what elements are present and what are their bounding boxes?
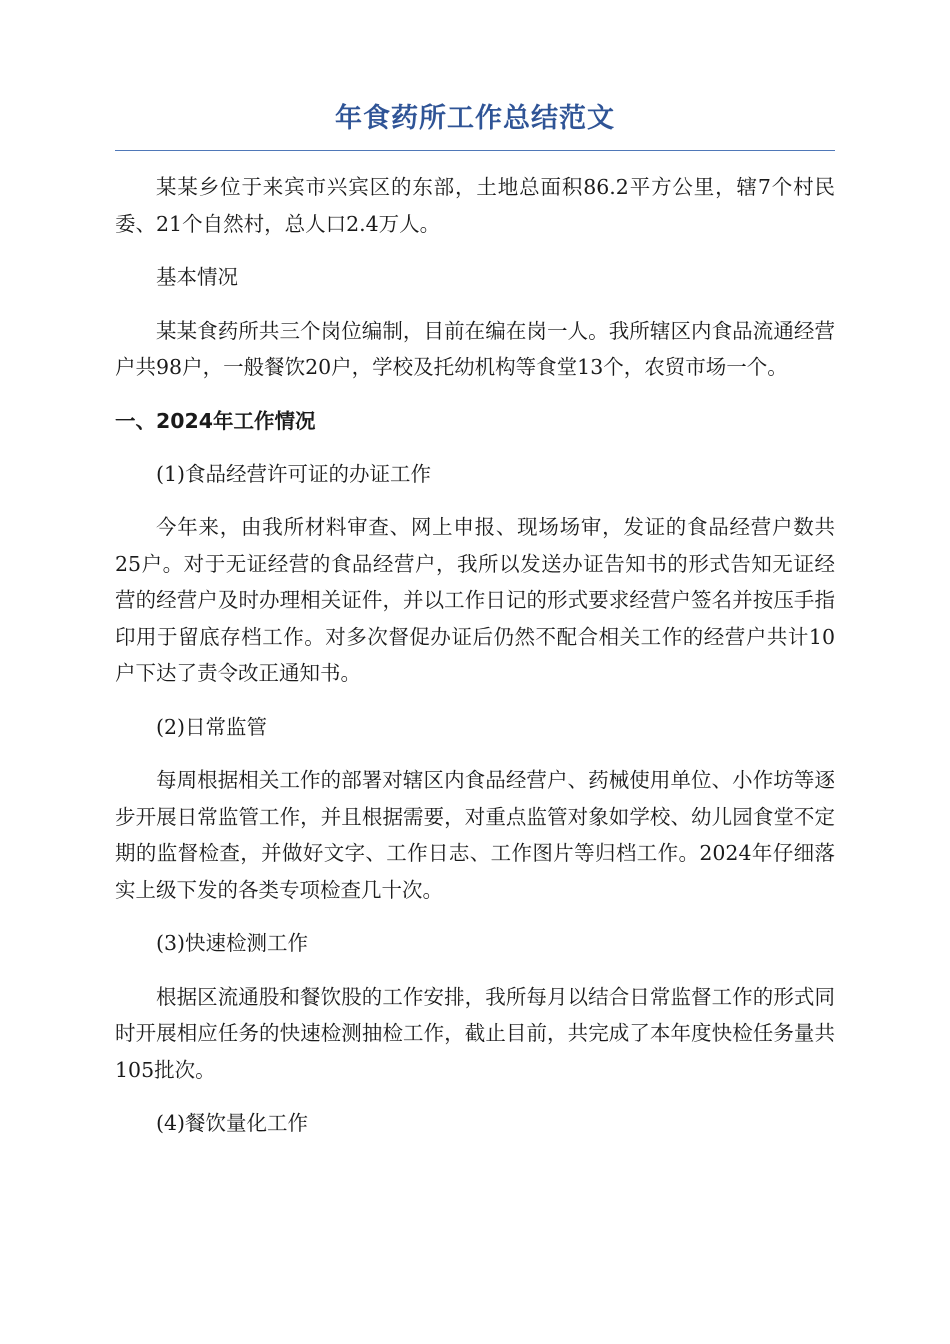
rapid-testing-paragraph: 根据区流通股和餐饮股的工作安排，我所每月以结合日常监督工作的形式同时开展相应任务的快速检测抽检工作，截止目前，共完成了本年度快检任务量共105批次。 bbox=[115, 984, 835, 1082]
daily-supervision-paragraph: 每周根据相关工作的部署对辖区内食品经营户、药械使用单位、小作坊等逐步开展日常监管工作，并且根据需要，对重点监管对象如学校、幼儿园食堂不定期的监督检查，并做好文字、工作日志、工作图片等归档工作。2024年仔细落实上级下发的各类专项检查几十次。 bbox=[115, 768, 835, 902]
subsection-heading-rapid-testing: (3)快速检测工作 bbox=[156, 931, 309, 955]
license-paragraph: 今年来，由我所材料审查、网上申报、现场场审，发证的食品经营户数共25户。对于无证经营的食品经营户，我所以发送办证告知书的形式告知无证经营的经营户及时办理相关证件，并以工作日记的形式要求经营户签名并按压手指印用于留底存档工作。对多次督促办证后仍然不配合相关工作的经营户共计10户下达了责令改正通知书。 bbox=[115, 515, 835, 685]
subsection-heading-catering-quantification: (4)餐饮量化工作 bbox=[156, 1111, 309, 1135]
document-page bbox=[115, 100, 835, 1159]
section-heading-work-2024: 一、2024年工作情况 bbox=[115, 408, 316, 433]
subsection-heading-license: (1)食品经营许可证的办证工作 bbox=[156, 461, 432, 486]
subsection-heading-daily-supervision: (2)日常监管 bbox=[156, 714, 268, 739]
intro-paragraph: 某某乡位于来宾市兴宾区的东部，土地总面积86.2平方公里，辖7个村民委、21个自然村，总人口2.4万人。 bbox=[115, 175, 835, 236]
basic-situation-heading: 基本情况 bbox=[156, 265, 238, 289]
basic-situation-paragraph: 某某食药所共三个岗位编制，目前在编在岗一人。我所辖区内食品流通经营户共98户，一般餐饮20户，学校及托幼机构等食堂13个，农贸市场一个。 bbox=[115, 318, 835, 379]
document-title: 年食药所工作总结范文 bbox=[115, 100, 835, 151]
